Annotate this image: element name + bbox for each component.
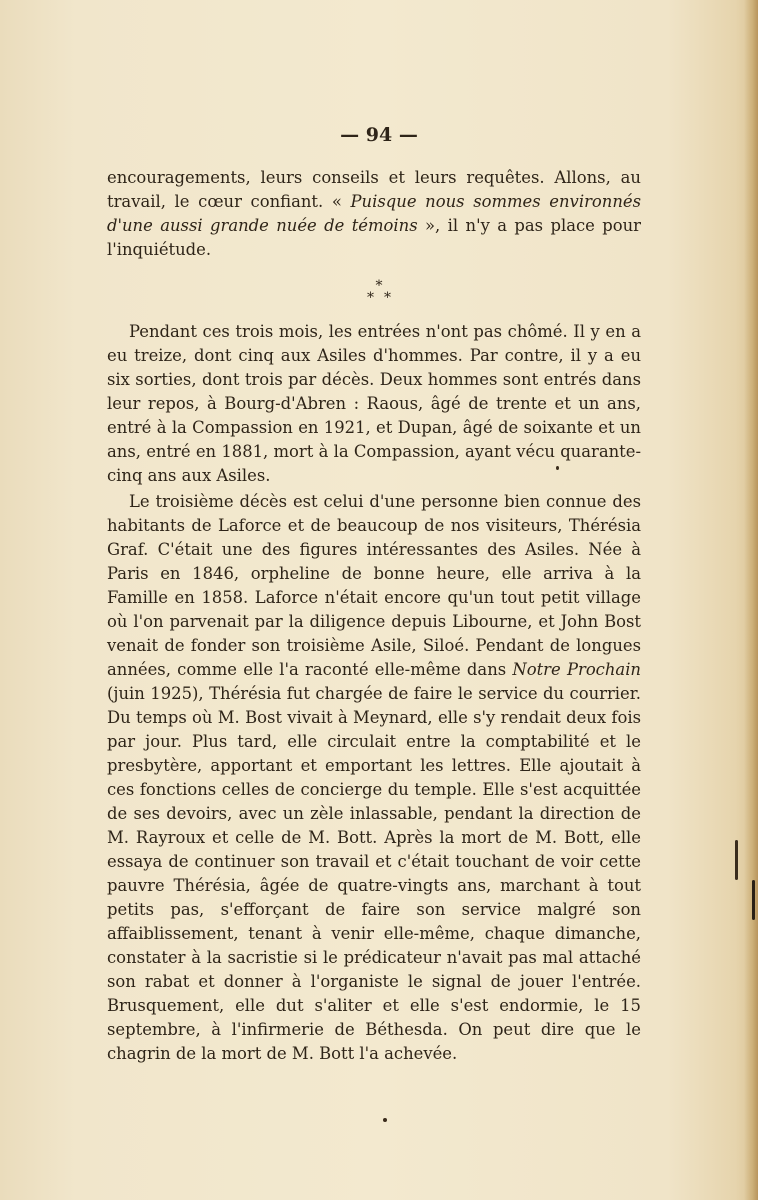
asterism-bottom: ** [367, 290, 401, 306]
paragraph-1-quote: Puisque nous sommes environnés d'une aussi grande nuée de témoins [107, 192, 641, 235]
paragraph-2-text: Pendant ces trois mois, les entrées n'ont pas chômé. Il y en a eu treize, dont cinq aux Asiles d'hommes. Par contre, il y a eu six sorties, dont trois par décès. Deux hommes sont entrés dans leur repos, à Bourg-d'Abren : Raous, âgé de trente et un ans, entré à la Compassion en 1921, et Dupan, âgé de soixante et un ans, entré en 1881, mort à la Compassion, ayant vécu quarante-cinq ans aux Asiles. [107, 322, 641, 485]
paper-speck [735, 840, 738, 880]
paragraph-3-title: Notre Prochain [512, 660, 641, 679]
paragraph-2 [107, 320, 641, 488]
paragraph-1-tail: », il n'y a pas place pour l'inquiétude. [107, 216, 641, 259]
paper-speck [556, 466, 559, 470]
paper-speck [752, 880, 755, 920]
paragraph-3-text [107, 490, 641, 1066]
paragraph-1-text [107, 166, 641, 262]
page-edge-shadow [744, 0, 758, 1200]
paper-speck [383, 1118, 387, 1122]
paragraph-3-tail: (juin 1925), Thérésia fut chargée de faire le service du courrier. Du temps où M. Bost vivait à Meynard, elle s'y rendait deux fois par jour. Plus tard, elle circulait entre la comptabilité et le presbytère, apportant et emportant les lettres. Elle ajoutait à ces fonctions celles de concierge du temple. Elle s'est acquittée de ses devoirs, avec un zèle inlassable, pendant la direction de M. Rayroux et celle de M. Bott. Après la mort de M. Bott, elle essaya de continuer son travail et c'était touchant de voir cette pauvre Thérésia, âgée de quatre-vingts ans, marchant à tout petits pas, s'efforçant de faire son service malgré son affaiblissement, tenant à venir elle-même, chaque dimanche, constater à la sacristie si le prédicateur n'avait pas mal attaché son rabat et donner à l'organiste le signal de jouer l'entrée. Brusquement, elle dut s'aliter et elle s'est endormie, le 15 septembre, à l'infirmerie de Béthesda. On peut dire que le chagrin de la mort de M. Bott l'a achevée. [107, 684, 641, 1063]
paragraph-1-lead: encouragements, leurs conseils et leurs requêtes. Allons, au travail, le cœur confiant. « [107, 168, 641, 211]
paragraph-1 [107, 166, 641, 262]
page-number: — 94 — [340, 124, 418, 146]
asterism-top: * [375, 278, 383, 294]
section-asterism [0, 280, 758, 304]
paragraph-3-lead: Le troisième décès est celui d'une personne bien connue des habitants de Laforce et de beaucoup de nos visiteurs, Thérésia Graf. C'était une des figures intéressantes des Asiles. Née à Paris en 1846, orpheline de bonne heure, elle arriva à la Famille en 1858. Laforce n'était encore qu'un tout petit village où l'on parvenait par la diligence depuis Libourne, et John Bost venait de fonder son troisième Asile, Siloé. Pendant de longues années, comme elle l'a raconté elle-même dans [107, 492, 641, 679]
paragraph-3 [107, 490, 641, 1066]
